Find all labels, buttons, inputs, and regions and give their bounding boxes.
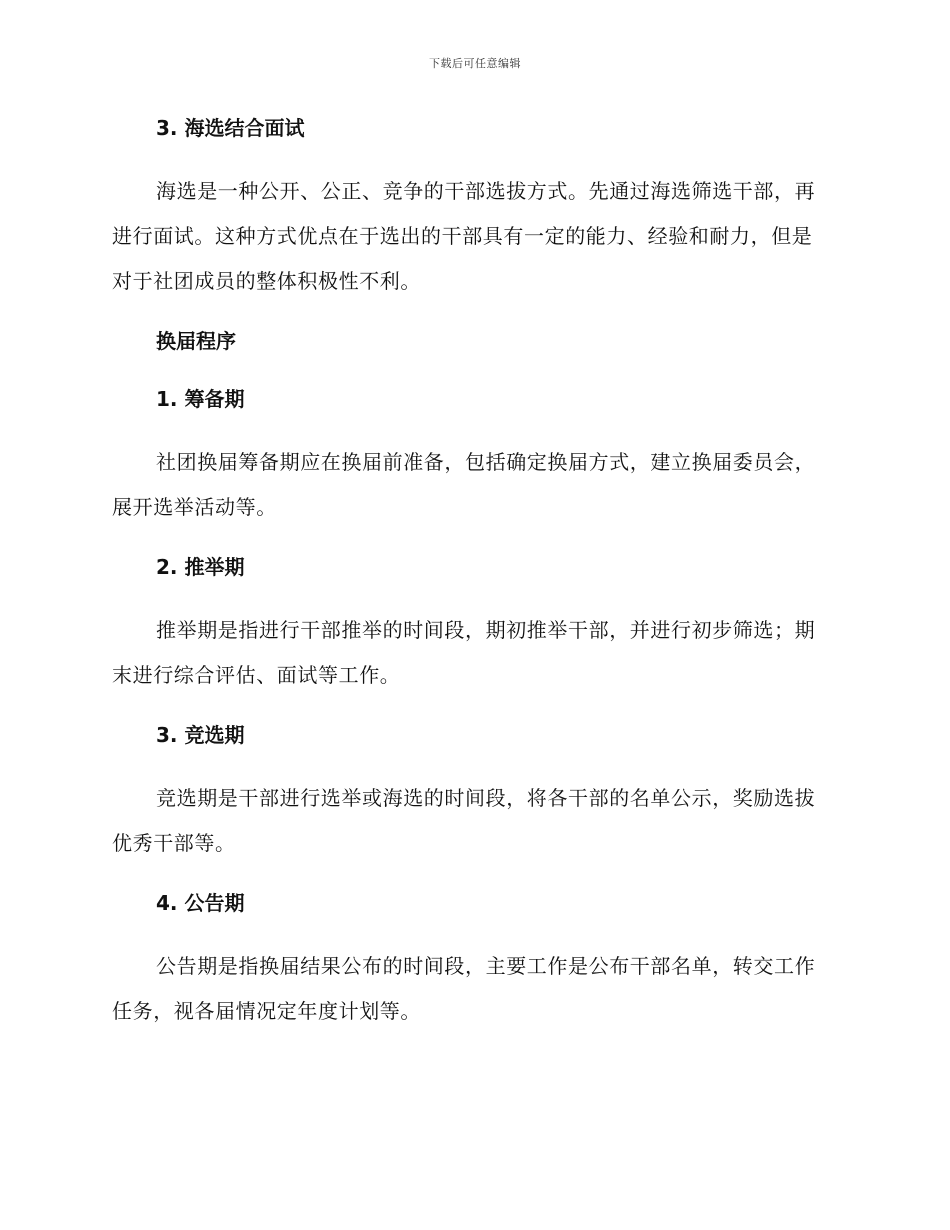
section-heading-announcement: 4. 公告期 xyxy=(156,891,245,915)
section-paragraph-haixuan: 海选是一种公开、公正、竞争的干部选拔方式。先通过海选筛选干部，再进行面试。这种方式优点在于选出的干部具有一定的能力、经验和耐力，但是对于社团成员的整体积极性不利。 xyxy=(112,179,816,293)
section-paragraph-preparation: 社团换届筹备期应在换届前准备，包括确定换届方式，建立换届委员会，展开选举活动等。 xyxy=(112,450,816,519)
section-paragraph-announcement: 公告期是指换届结果公布的时间段，主要工作是公布干部名单，转交工作任务，视各届情况定年度计划等。 xyxy=(112,954,816,1023)
section-heading-nomination: 2. 推举期 xyxy=(156,555,245,579)
section-heading-procedure: 换届程序 xyxy=(156,329,236,353)
section-heading-haixuan: 3. 海选结合面试 xyxy=(156,116,305,140)
section-paragraph-nomination: 推举期是指进行干部推举的时间段，期初推举干部，并进行初步筛选；期末进行综合评估、面试等工作。 xyxy=(112,618,816,687)
document-body xyxy=(112,113,832,1034)
section-paragraph-campaign: 竞选期是干部进行选举或海选的时间段，将各干部的名单公示，奖励选拔优秀干部等。 xyxy=(112,786,816,855)
header-note: 下载后可任意编辑 xyxy=(429,57,521,70)
section-heading-campaign: 3. 竞选期 xyxy=(156,723,245,747)
section-heading-preparation: 1. 筹备期 xyxy=(156,387,245,411)
